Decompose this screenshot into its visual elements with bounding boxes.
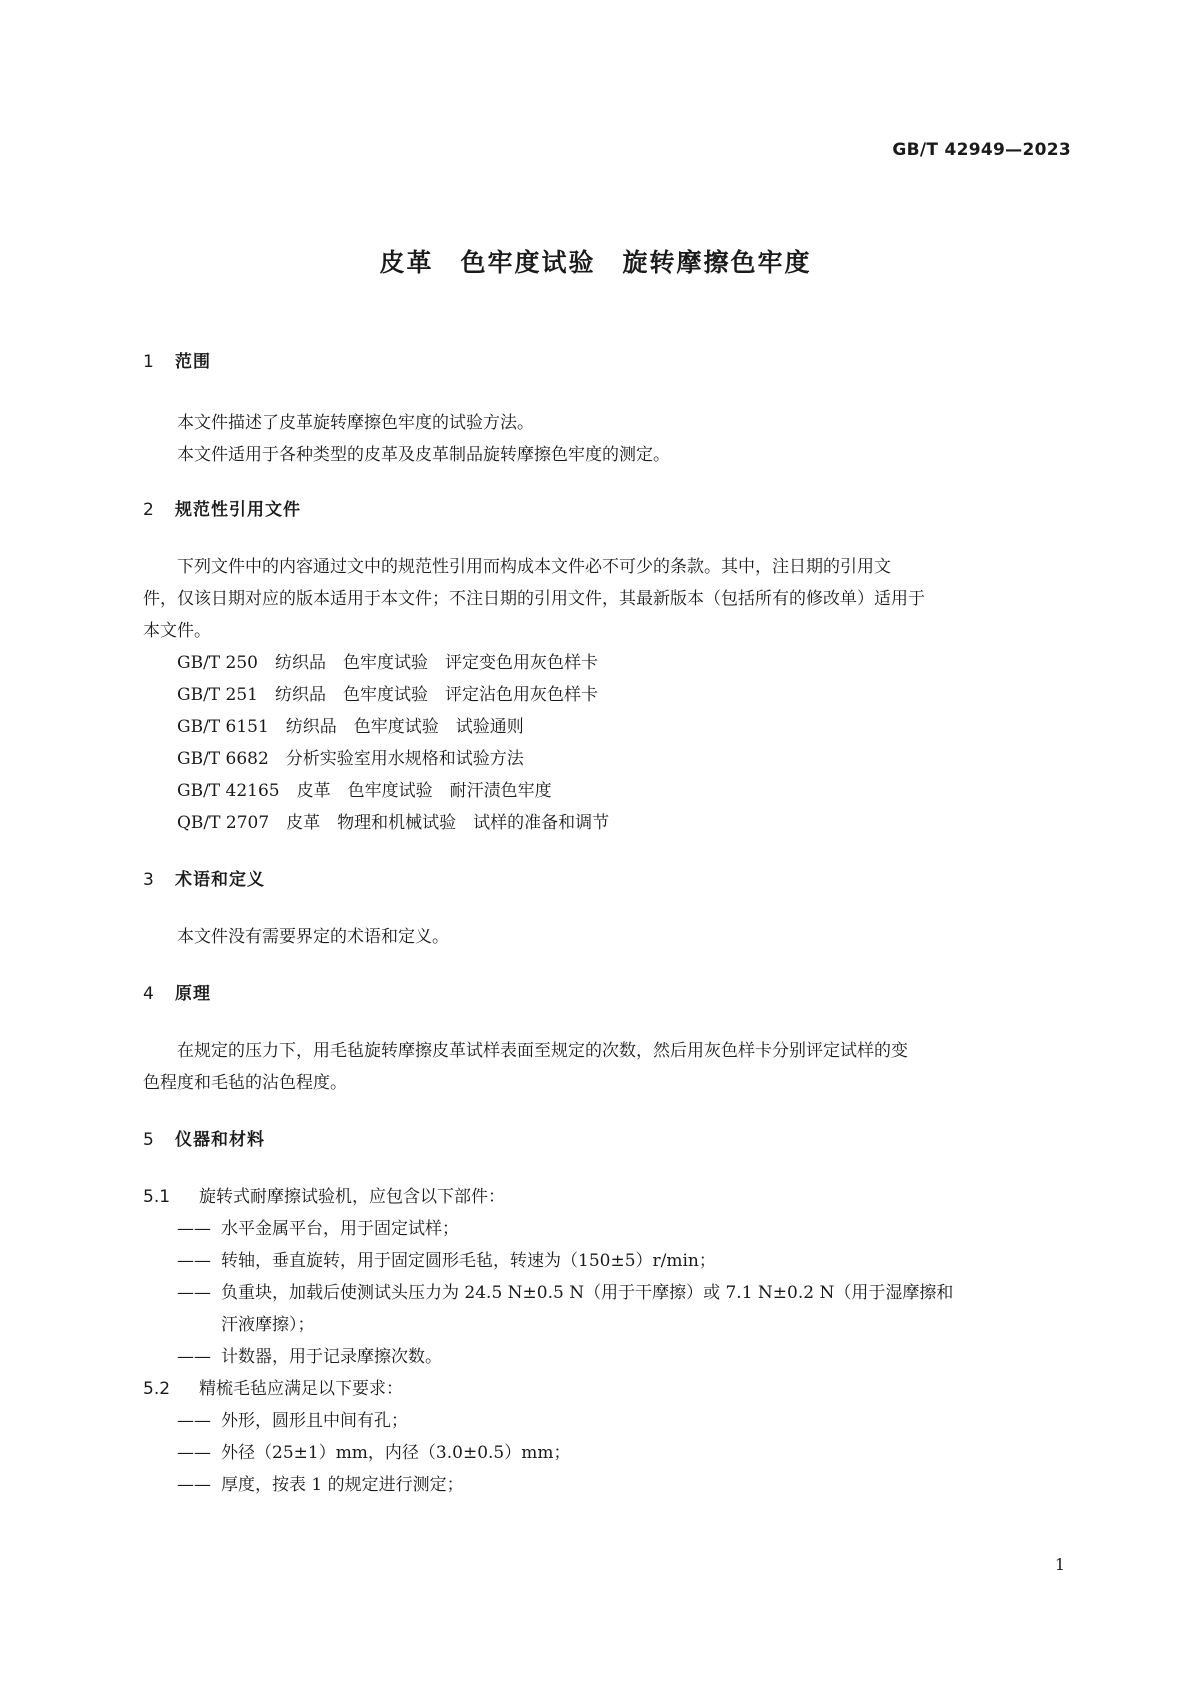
list-item-text: 厚度，按表 1 的规定进行测定；	[221, 1475, 464, 1495]
section-number: 5	[143, 1130, 155, 1150]
reference-item: GB/T 251 纺织品 色牢度试验 评定沾色用灰色样卡	[177, 685, 598, 705]
list-item	[143, 1245, 1068, 1277]
dash-marker: ——	[177, 1411, 211, 1431]
paragraph-line: 在规定的压力下，用毛毡旋转摩擦皮革试样表面至规定的次数，然后用灰色样卡分别评定试样的变	[177, 1041, 908, 1061]
paragraph-line: 件，仅该日期对应的版本适用于本文件；不注日期的引用文件，其最新版本（包括所有的修改单）适用于	[143, 589, 925, 609]
list-item-continuation: 汗液摩擦）；	[221, 1315, 315, 1335]
section-title: 原理	[175, 984, 211, 1004]
dash-marker: ——	[177, 1283, 211, 1303]
list-item-text: 负重块，加载后使测试头压力为 24.5 N±0.5 N（用于干摩擦）或 7.1 N±0.2 N（用于湿摩擦和	[221, 1283, 954, 1303]
subclause-number: 5.2	[143, 1379, 171, 1399]
paragraph-line: 色程度和毛毡的沾色程度。	[143, 1073, 347, 1093]
section-5-heading	[143, 1124, 1068, 1156]
standard-code: GB/T 42949—2023	[892, 140, 1071, 160]
reference-item: GB/T 42165 皮革 色牢度试验 耐汗渍色牢度	[177, 781, 552, 801]
list-item	[143, 1405, 1068, 1437]
list-item	[143, 1469, 1068, 1501]
list-item-text: 外径（25±1）mm，内径（3.0±0.5）mm；	[221, 1443, 571, 1463]
section-1-heading	[143, 346, 1068, 378]
paragraph: 本文件适用于各种类型的皮革及皮革制品旋转摩擦色牢度的测定。	[177, 445, 670, 465]
subclause-5-2	[143, 1373, 1068, 1405]
dash-marker: ——	[177, 1443, 211, 1463]
reference-item: GB/T 6682 分析实验室用水规格和试验方法	[177, 749, 524, 769]
section-number: 1	[143, 352, 155, 372]
list-item-text: 水平金属平台，用于固定试样；	[221, 1219, 459, 1239]
document-title: 皮革 色牢度试验 旋转摩擦色牢度	[379, 248, 812, 277]
dash-marker: ——	[177, 1347, 211, 1367]
list-item	[143, 1213, 1068, 1245]
document-body	[143, 346, 1068, 1501]
list-item	[143, 1341, 1068, 1373]
subclause-text: 精梳毛毡应满足以下要求：	[199, 1379, 403, 1399]
dash-marker: ——	[177, 1219, 211, 1239]
paragraph: 本文件没有需要界定的术语和定义。	[177, 927, 449, 947]
reference-item: QB/T 2707 皮革 物理和机械试验 试样的准备和调节	[177, 813, 610, 833]
subclause-number: 5.1	[143, 1187, 171, 1207]
section-number: 2	[143, 500, 155, 520]
dash-marker: ——	[177, 1251, 211, 1271]
list-item-text: 计数器，用于记录摩擦次数。	[221, 1347, 442, 1367]
list-item-text: 外形，圆形且中间有孔；	[221, 1411, 408, 1431]
page-number: 1	[1054, 1555, 1065, 1574]
section-title: 术语和定义	[175, 870, 265, 890]
section-title: 范围	[175, 352, 211, 372]
subclause-5-1	[143, 1181, 1068, 1213]
section-4-heading	[143, 978, 1068, 1010]
list-item	[143, 1277, 1068, 1309]
list-item-text: 转轴，垂直旋转，用于固定圆形毛毡，转速为（150±5）r/min；	[221, 1251, 716, 1271]
section-2-heading	[143, 494, 1068, 526]
section-3-heading	[143, 864, 1068, 896]
paragraph: 本文件描述了皮革旋转摩擦色牢度的试验方法。	[177, 413, 534, 433]
section-title: 仪器和材料	[175, 1130, 265, 1150]
section-title: 规范性引用文件	[175, 500, 301, 520]
subclause-text: 旋转式耐摩擦试验机，应包含以下部件：	[199, 1187, 505, 1207]
reference-item: GB/T 6151 纺织品 色牢度试验 试验通则	[177, 717, 524, 737]
paragraph-line: 下列文件中的内容通过文中的规范性引用而构成本文件必不可少的条款。其中，注日期的引用文	[177, 557, 891, 577]
section-number: 4	[143, 984, 155, 1004]
list-item	[143, 1437, 1068, 1469]
paragraph-line: 本文件。	[143, 621, 211, 641]
dash-marker: ——	[177, 1475, 211, 1495]
section-number: 3	[143, 870, 155, 890]
reference-item: GB/T 250 纺织品 色牢度试验 评定变色用灰色样卡	[177, 653, 598, 673]
